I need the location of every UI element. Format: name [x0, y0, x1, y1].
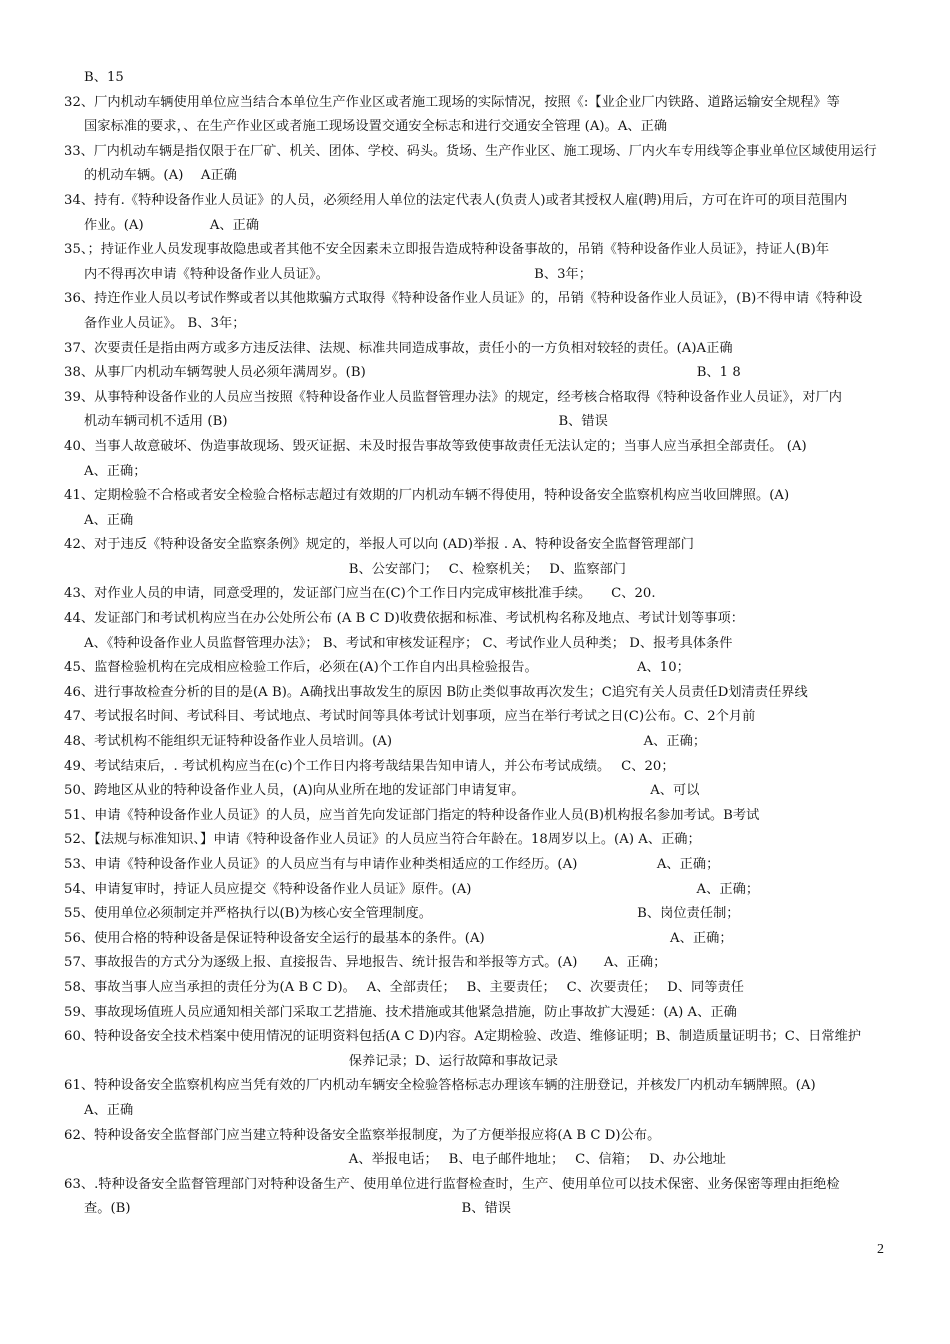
text-line: 57、事故报告的方式分为逐级上报、直接报告、异地报告、统计报告和举报等方式。(A) A、正确； [64, 955, 667, 971]
text-line: B、15 [84, 70, 124, 85]
text-line: B、公安部门； C、检察机关； D、监察部门 [84, 561, 627, 577]
text-line: 国家标准的要求，、在生产作业区或者施工现场设置交通安全标志和进行交通安全管理 (A)。A、正确 [84, 119, 668, 135]
text-line: A、正确 [84, 512, 134, 528]
text-line: 55、使用单位必须制定并严格执行以(B)为核心安全管理制度。 B、岗位责任制； [64, 906, 740, 922]
text-line: 63、.特种设备安全监督管理部门对特种设备生产、使用单位进行监督检查时，生产、使用单位可以技术保密、业务保密等理由拒绝检 [64, 1176, 840, 1192]
text-line: 41、定期检验不合格或者安全检验合格标志超过有效期的厂内机动车辆不得使用，特种设备安全监察机构应当收回牌照。(A) [64, 488, 790, 504]
text-line: A、正确 [84, 1102, 134, 1118]
text-line: 36、持迕作业人员以考试作弊或者以其他欺骗方式取得《特种设备作业人员证》的，吊销《特种设备作业人员证》，(B)不得申请《特种设 [64, 291, 863, 307]
text-line: 37、次要责任是指由两方或多方违反法律、法规、标准共同造成事故，责任小的一方负相对较轻的责任。(A)A正确 [64, 340, 733, 356]
page-number: 2 [877, 1242, 884, 1257]
text-line: 32、厂内机动车辆使用单位应当结合本单位生产作业区或者施工现场的实际情况，按照《:【业企业厂内铁路、道路运输安全规程》等 [64, 94, 840, 110]
text-line: A、正确； [84, 463, 147, 479]
text-line: 38、从事厂内机动车辆驾驶人员必须年满周岁。(B) B、1 8 [64, 365, 741, 381]
text-line: 备作业人员证》。 B、3年； [84, 315, 246, 331]
text-line: 60、特种设备安全技术档案中使用情况的证明资料包括(A C D)内容。A定期检验、改造、维修证明；B、制造质量证明书；C、日常维护 [64, 1029, 862, 1045]
text-line: 48、考试机构不能组织无证特种设备作业人员培训。(A) A、正确； [64, 734, 707, 750]
text-line: 的机动车辆。(A) A正确 [84, 168, 237, 184]
text-line: 62、特种设备安全监督部门应当建立特种设备安全监察举报制度，为了方便举报应将(A B C D)公布。 [64, 1127, 661, 1143]
text-line: A、《特种设备作业人员监督管理办法》； B、考试和审核发证程序； C、考试作业人员种类； D、报考具体条件 [84, 635, 733, 651]
text-line: 43、对作业人员的申请，同意受理的，发证部门应当在(C)个工作日内完成审核批准手续。 C、20. [64, 586, 656, 602]
text-line: 50、跨地区从业的特种设备作业人员，(A)向从业所在地的发证部门申请复审。 A、可以 [64, 783, 700, 799]
text-line: 40、当事人故意破坏、伪造事故现场、毁灭证据、未及时报告事故等致使事故责任无法认定的；当事人应当承担全部责任。 (A) [64, 438, 807, 454]
text-line: 56、使用合格的特种设备是保证特种设备安全运行的最基本的条件。(A) A、正确； [64, 930, 733, 946]
text-line: 49、考试结束后，. 考试机构应当在(c)个工作日内将考哉结果告知申请人，并公布考试成绩。 C、20； [64, 758, 675, 774]
text-line: 机动车辆司机不适用 (B) B、错误 [84, 414, 608, 430]
text-line: 34、持有.《特种设备作业人员证》的人员，必须经用人单位的法定代表人(负责人)或者其授权人雇(聘)用后，方可在许可的项目范围内 [64, 192, 848, 208]
text-line: 61、特种设备安全监察机构应当凭有效的厂内机动车辆安全检验答格标志办理该车辆的注册登记，并核发厂内机动车辆牌照。(A) [64, 1078, 816, 1094]
text-line: 内不得再次申请《特种设备作业人员证》。 B、3年； [84, 266, 593, 282]
text-line: 58、事故当事人应当承担的责任分为(A B C D)。 A、全部责任； B、主要责任； C、次要责任； D、同等责任 [64, 979, 744, 995]
text-line: 39、从事特种设备作业的人员应当按照《特种设备作业人员监督管理办法》的规定，经考核合格取得《特种设备作业人员证》，对厂内 [64, 389, 843, 405]
text-line: 52、【法规与标准知识、】申请《特种设备作业人员证》的人员应当符合年龄在。18周岁以上。(A) A、正确； [64, 832, 701, 848]
text-line: A、举报电话； B、电子邮件地址； C、信箱； D、办公地址 [84, 1152, 726, 1168]
text-line: 保养记录；D、运行故障和事故记录 [84, 1053, 558, 1069]
text-line: 35、；持证作业人员发现事故隐患或者其他不安全因素未立即报告造成特种设备事故的，吊销《特种设备作业人员证》，持证人(B)年 [64, 242, 830, 258]
text-line: 53、申请《特种设备作业人员证》的人员应当有与申请作业种类相适应的工作经历。(A) A、正确； [64, 857, 720, 872]
text-line: 作业。(A) A、正确 [84, 217, 260, 233]
text-line: 46、进行事故检查分析的目的是(A B)。A确找出事故发生的原因 B防止类似事故再次发生；C追究有关人员责任D划清责任界线 [64, 684, 808, 700]
text-line: 33、厂内机动车辆是指仅限于在厂矿、机关、团体、学校、码头。货场、生产作业区、施工现场、厂内火车专用线等企事业单位区域使用运行 [64, 143, 877, 159]
text-line: 查。(B) B、错误 [84, 1201, 511, 1217]
text-line: 45、监督检验机构在完成相应检验工作后，必须在(A)个工作自内出具检验报告。 A、10； [64, 660, 690, 676]
document-body [64, 66, 886, 1222]
text-line: 47、考试报名时间、考试科目、考试地点、考试时间等具体考试计划事项，应当在举行考试之日(C)公布。C、2个月前 [64, 709, 756, 725]
text-line: 54、申请复审时，持证人员应提交《特种设备作业人员证》原件。(A) A、正确； [64, 881, 760, 897]
text-line: 44、发证部门和考试机构应当在办公处所公布 (A B C D)收费依据和标准、考试机构名称及地点、考试计划等事项： [64, 611, 744, 627]
text-line: 59、事故现场值班人员应通知相关部门采取工艺措施、技术措施或其他紧急措施，防止事故扩大漫延：(A) A、正确 [64, 1004, 737, 1020]
text-line: 42、对于违反《特种设备安全监察条例》规定的，举报人可以向 (AD)举报 . A、特种设备安全监督管理部门 [64, 537, 694, 553]
text-line: 51、申请《特种设备作业人员证》的人员，应当首先向发证部门指定的特种设备作业人员(B)机构报名参加考试。B考试 [64, 807, 760, 823]
